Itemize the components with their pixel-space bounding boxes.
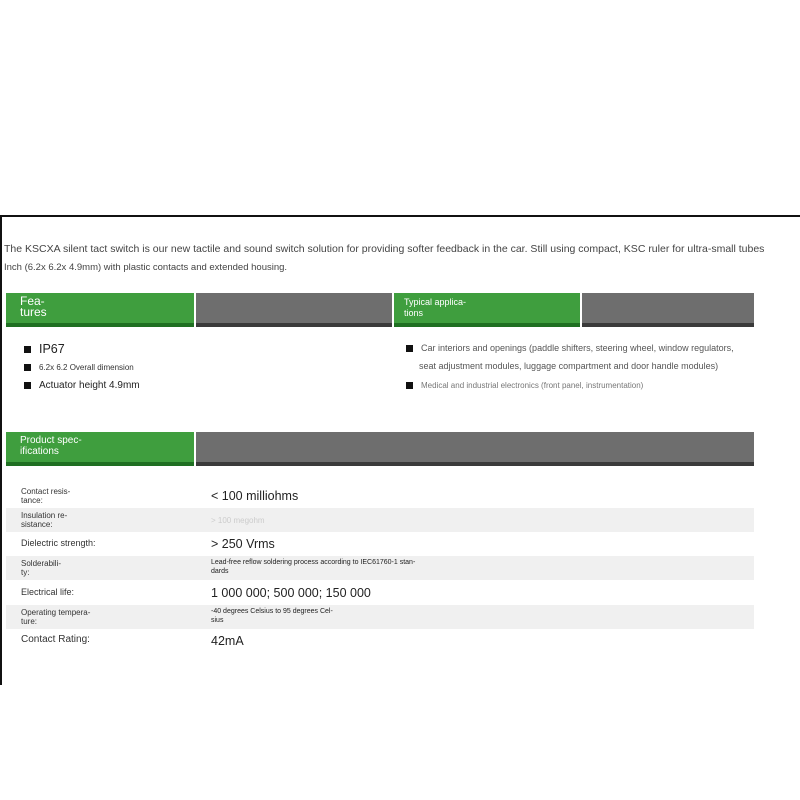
spec-row: [6, 629, 754, 653]
spec-key: Electrical life:: [21, 587, 75, 597]
feature-item: Actuator height 4.9mm: [24, 380, 140, 391]
applications-header-filler: [582, 293, 754, 327]
spec-value: 1 000 000; 500 000; 150 000: [211, 586, 371, 600]
spec-key: Insulation re-: [21, 511, 68, 520]
applications-header: [394, 293, 580, 327]
features-header: [6, 293, 194, 327]
spec-value: < 100 milliohms: [211, 489, 299, 503]
intro-line-2: Inch (6.2x 6.2x 4.9mm) with plastic contacts and extended housing.: [4, 262, 288, 273]
spec-key: ture:: [21, 617, 38, 626]
bullet-icon: [406, 345, 413, 352]
spec-key: tance:: [21, 496, 43, 505]
bullet-icon: [24, 382, 31, 389]
spec-key: Operating tempera-: [21, 608, 91, 617]
spec-key: Contact Rating:: [21, 634, 90, 645]
intro-line-1: The KSCXA silent tact switch is our new tactile and sound switch solution for providing softer feedback in the car. Still using compact, KSC ruler for ultra-small tubes: [4, 243, 765, 255]
spec-key: Dielectric strength:: [21, 538, 96, 548]
spec-value: > 250 Vrms: [211, 537, 275, 551]
application-item-continued: seat adjustment modules, luggage compartment and door handle modules): [419, 361, 719, 371]
spec-row: [6, 484, 754, 508]
spec-value: -40 degrees Celsius to 95 degrees Cel-: [211, 608, 333, 615]
spec-value: Lead-free reflow soldering process according to IEC61760-1 stan-: [211, 559, 416, 566]
spec-key: ty:: [21, 568, 30, 577]
spec-row: [6, 508, 754, 532]
feature-item: 6.2x 6.2 Overall dimension: [24, 363, 134, 372]
applications-header-line2: tions: [404, 308, 424, 318]
specs-header-line2: ifications: [20, 446, 59, 457]
bullet-icon: [406, 382, 413, 389]
specs-header: [6, 432, 194, 466]
spec-value: 42mA: [211, 634, 244, 648]
spec-value: dards: [211, 568, 229, 575]
features-header-line2: tures: [20, 305, 47, 319]
spec-value: sius: [211, 617, 224, 624]
specs-header-line1: Product spec-: [20, 435, 82, 446]
spec-row: [6, 556, 754, 580]
spec-key: sistance:: [21, 520, 53, 529]
feature-item: IP67: [24, 342, 65, 356]
application-item: Medical and industrial electronics (front panel, instrumentation): [406, 381, 643, 390]
application-item: Car interiors and openings (paddle shifters, steering wheel, window regulators,: [406, 343, 734, 353]
bullet-icon: [24, 364, 31, 371]
spec-row: [6, 532, 754, 556]
spec-value: > 100 megohm: [211, 516, 265, 525]
spec-key: Solderabili-: [21, 559, 62, 568]
features-header-filler: [196, 293, 392, 327]
bullet-icon: [24, 346, 31, 353]
spec-row: [6, 605, 754, 629]
applications-header-line1: Typical applica-: [404, 297, 467, 307]
spec-row: [6, 581, 754, 605]
spec-key: Contact resis-: [21, 487, 71, 496]
features-header-line1: Fea-: [20, 294, 45, 308]
specs-header-filler: [196, 432, 754, 466]
